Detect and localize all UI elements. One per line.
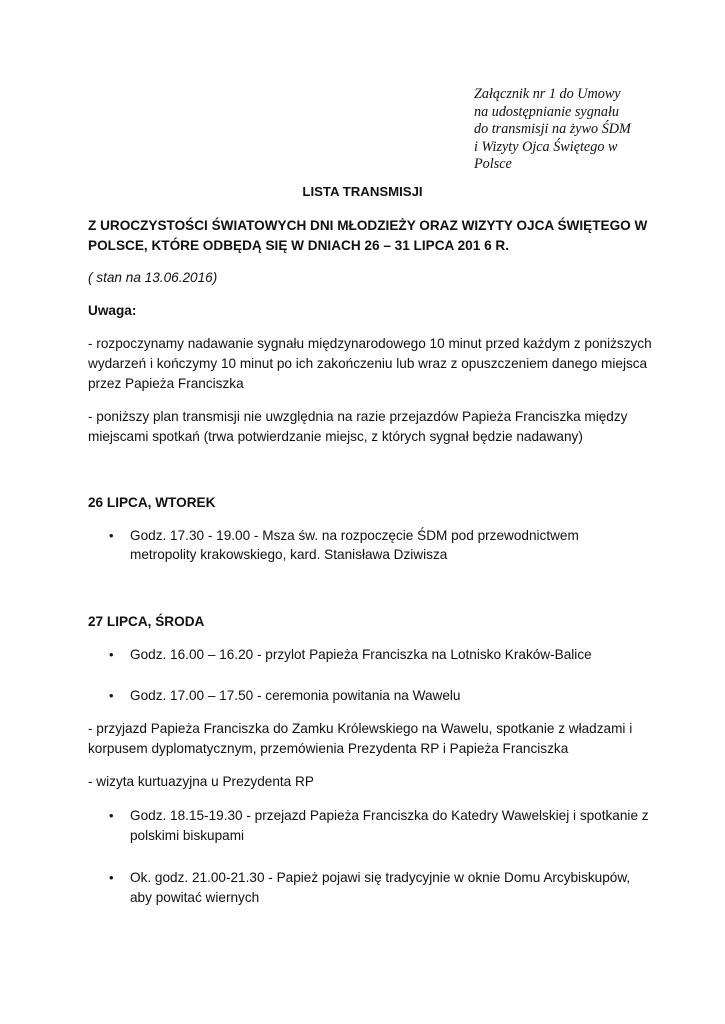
- annex-line: i Wizyty Ojca Świętego w: [474, 138, 618, 155]
- schedule-item: polskimi biskupami: [130, 828, 245, 843]
- schedule-item: Godz. 18.15-19.30 - przejazd Papieża Franciszka do Katedry Wawelskiej i spotkanie z: [130, 808, 649, 823]
- bullet-icon: •: [109, 528, 114, 543]
- note-heading: Uwaga:: [88, 303, 137, 318]
- day-heading: 27 LIPCA, ŚRODA: [88, 614, 205, 629]
- note-text: - rozpoczynamy nadawanie sygnału międzynarodowego 10 minut przed każdym z poniższych: [88, 336, 652, 351]
- subtitle-line: Z UROCZYSTOŚCI ŚWIATOWYCH DNI MŁODZIEŻY ORAZ WIZYTY OJCA ŚWIĘTEGO W: [88, 218, 648, 233]
- schedule-item: Godz. 17.30 - 19.00 - Msza św. na rozpoczęcie ŚDM pod przewodnictwem: [130, 528, 579, 543]
- note-text: wydarzeń i kończymy 10 minut po ich zakończeniu lub wraz z opuszczeniem danego miejsca: [88, 356, 648, 371]
- schedule-item: metropolity krakowskiego, kard. Stanisława Dziwisza: [130, 547, 448, 562]
- bullet-icon: •: [109, 688, 114, 703]
- bullet-icon: •: [109, 647, 114, 662]
- schedule-note: korpusem dyplomatycznym, przemówienia Prezydenta RP i Papieża Franciszka: [88, 741, 569, 756]
- schedule-item: Godz. 17.00 – 17.50 - ceremonia powitania na Wawelu: [130, 688, 461, 703]
- schedule-note: - wizyta kurtuazyjna u Prezydenta RP: [88, 774, 314, 789]
- annex-line: na udostępnianie sygnału: [474, 103, 620, 120]
- status-date: ( stan na 13.06.2016): [88, 270, 218, 285]
- annex-line: Polsce: [474, 156, 512, 173]
- schedule-item: aby powitać wiernych: [130, 890, 260, 905]
- note-text: - poniższy plan transmisji nie uwzględnia na razie przejazdów Papieża Franciszka między: [88, 409, 628, 424]
- document-title: LISTA TRANSMISJI: [302, 184, 423, 199]
- annex-line: do transmisji na żywo ŚDM: [474, 121, 631, 138]
- schedule-item: Godz. 16.00 – 16.20 - przylot Papieża Franciszka na Lotnisko Kraków-Balice: [130, 647, 592, 662]
- note-text: miejscami spotkań (trwa potwierdzanie miejsc, z których sygnał będzie nadawany): [88, 429, 583, 444]
- note-text: przez Papieża Franciszka: [88, 376, 244, 391]
- day-heading: 26 LIPCA, WTOREK: [88, 495, 216, 510]
- annex-header: [474, 86, 642, 174]
- annex-line: Załącznik nr 1 do Umowy: [474, 86, 621, 102]
- bullet-icon: •: [109, 870, 114, 885]
- subtitle-line: POLSCE, KTÓRE ODBĘDĄ SIĘ W DNIACH 26 – 31 LIPCA 201 6 R.: [88, 238, 509, 253]
- schedule-item: Ok. godz. 21.00-21.30 - Papież pojawi się tradycyjnie w oknie Domu Arcybiskupów,: [130, 870, 631, 885]
- schedule-note: - przyjazd Papieża Franciszka do Zamku Królewskiego na Wawelu, spotkanie z władzami i: [88, 721, 633, 736]
- bullet-icon: •: [109, 808, 114, 823]
